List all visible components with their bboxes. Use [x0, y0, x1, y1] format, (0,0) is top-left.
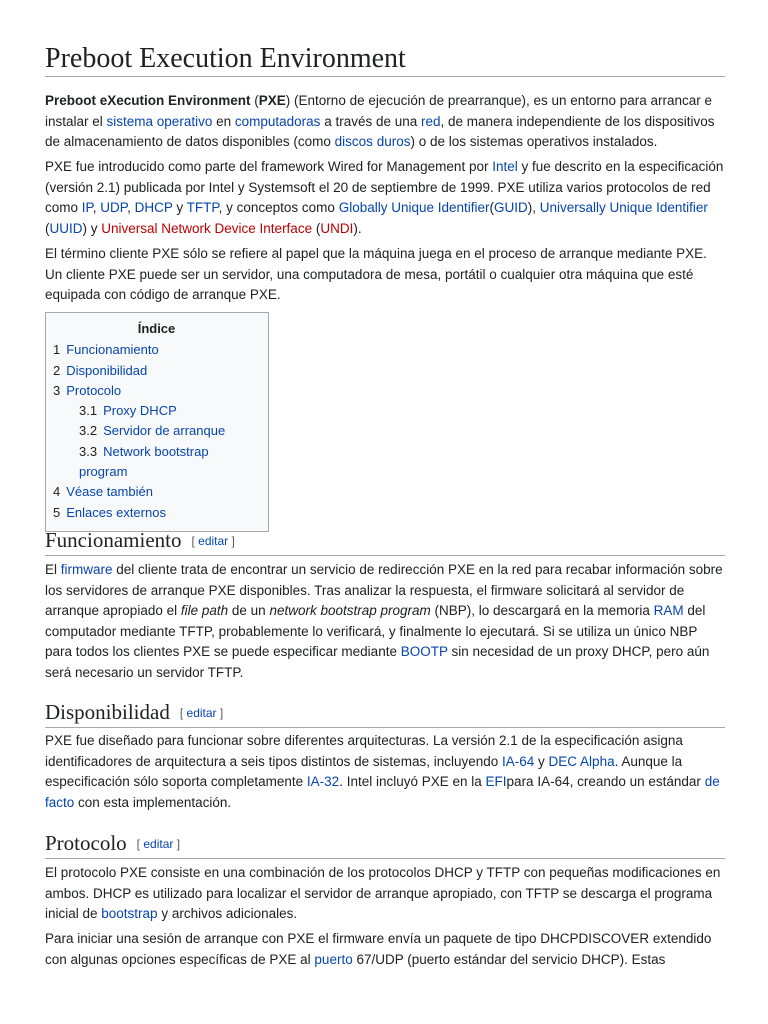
text-run: de un [228, 603, 270, 618]
article-link[interactable]: Globally Unique Identifier [338, 200, 490, 215]
bold-text: Preboot eXecution Environment [45, 93, 251, 108]
article-link[interactable]: de facto [45, 774, 720, 810]
text-run: , de manera independiente de los dispositivos de almacenamiento de datos disponibles (como [45, 113, 715, 149]
toc-item-number: 2 [53, 362, 61, 378]
text-run: Para iniciar una sesión de arranque con PXE el firmware envía un paquete de tipo DHCPDISCOVER extendido con algunas opciones específicas de PXE al [45, 931, 712, 967]
article-link[interactable]: EFI [485, 774, 507, 789]
article-link[interactable]: bootstrap [101, 906, 158, 921]
text-run: ) o de los sistemas operativos instalados. [410, 134, 658, 149]
text-run: sin necesidad de un proxy DHCP, pero aún será necesario un servidor TFTP. [45, 644, 710, 680]
intro-paragraph-1 [45, 91, 725, 153]
toc-item-link[interactable]: Funcionamiento [66, 342, 159, 358]
text-run: y [534, 753, 549, 769]
text-run: y archivos adicionales. [157, 906, 298, 921]
toc-item-number: 3.3 [79, 443, 98, 459]
article-link[interactable]: IP [81, 200, 93, 215]
article-link[interactable]: computadoras [234, 113, 321, 129]
edit-link-disponibilidad[interactable]: editar [186, 706, 217, 720]
toc-item-link[interactable]: Proxy DHCP [103, 403, 177, 419]
toc-item-number: 4 [53, 484, 61, 500]
toc-item-link[interactable]: Enlaces externos [66, 504, 166, 520]
text-run: ( [489, 200, 495, 215]
article-link[interactable]: RAM [653, 603, 684, 618]
edit-link-protocolo[interactable]: editar [143, 837, 174, 851]
article-link[interactable]: GUID [494, 200, 528, 215]
heading-protocolo [45, 830, 725, 859]
toc-item-link[interactable]: Protocolo [66, 382, 122, 398]
edit-section-disponibilidad: [ editar ] [179, 706, 224, 720]
toc-item [53, 482, 260, 502]
protocolo-paragraph-1 [45, 863, 725, 925]
bold-text: PXE [258, 93, 286, 108]
toc-item-link[interactable]: Disponibilidad [66, 362, 148, 378]
toc-item [53, 421, 260, 441]
toc-item [53, 503, 260, 523]
article-link[interactable]: UDP [100, 200, 128, 215]
toc-list [53, 340, 260, 523]
heading-protocolo-text: Protocolo [45, 831, 127, 855]
text-run: ). [353, 220, 362, 236]
text-run: ( [45, 220, 50, 236]
italic-text: file path [180, 603, 229, 618]
funcionamiento-paragraph [45, 560, 725, 683]
article-link[interactable]: Universally Unique Identifier [539, 200, 708, 215]
edit-section-protocolo: [ editar ] [136, 837, 181, 851]
text-run: . Intel incluyó PXE en la [339, 774, 486, 789]
article-link[interactable]: IA-64 [502, 753, 535, 769]
text-run: PXE fue diseñado para funcionar sobre diferentes arquitecturas. La versión 2.1 de la especificación asigna identificadores de arquitectura a seis tipos distintos de sistemas, incluyendo [45, 733, 683, 769]
toc-item-link[interactable]: Network bootstrap program [79, 443, 209, 480]
text-run: a través de una [320, 113, 422, 129]
table-of-contents [45, 312, 269, 532]
article-link[interactable]: IA-32 [306, 774, 340, 789]
text-run: , y conceptos como [218, 200, 339, 215]
article-content [45, 0, 725, 967]
toc-item-number: 5 [53, 504, 61, 520]
text-run: del cliente trata de encontrar un servicio de redirección PXE en la red para recabar información sobre los servidores de arranque PXE disponibles. Tras analizar la respuesta, el firmware solicitará al servidor de arranque apropiado el [45, 562, 723, 618]
text-run: en [212, 113, 235, 129]
toc-item-link[interactable]: Véase también [66, 484, 153, 500]
article-link[interactable]: BOOTP [400, 644, 448, 659]
text-run: PXE fue introducido como parte del framework Wired for Management por [45, 159, 493, 174]
text-run: , [127, 200, 135, 215]
text-run: con esta implementación. [74, 794, 232, 810]
article-link[interactable]: sistema operativo [106, 113, 213, 129]
toc-item-number: 3 [53, 382, 61, 398]
toc-item [53, 340, 260, 360]
text-run: ) y [82, 220, 102, 236]
toc-item-number: 3.2 [79, 423, 98, 439]
article-link[interactable]: DHCP [134, 200, 173, 215]
disponibilidad-paragraph [45, 731, 725, 813]
heading-funcionamiento-text: Funcionamiento [45, 528, 182, 552]
page-title: Preboot Execution Environment [45, 0, 725, 77]
text-run: ( [250, 93, 259, 108]
text-run: y [172, 200, 187, 215]
text-run: del computador mediante TFTP, probablemente lo verificará, y finalmente lo ejecutará. Si se utiliza un único NBP para todos los clientes PXE se puede especificar mediante [45, 603, 706, 659]
text-run: 67/UDP (puerto estándar del servicio DHCP). Estas [352, 951, 666, 967]
article-link[interactable]: DEC Alpha [548, 753, 615, 769]
text-run: (NBP), lo descargará en la memoria [430, 603, 654, 618]
text-run: El protocolo PXE consiste en una combinación de los protocolos DHCP y TFTP con pequeñas modificaciones en ambos. DHCP es utilizado para localizar el servidor de arranque apropiado, con TFTP se descarga el programa inicial de [45, 865, 721, 921]
article-link[interactable]: discos duros [334, 134, 411, 149]
article-link[interactable]: TFTP [186, 200, 219, 215]
text-run: El término cliente PXE sólo se refiere al papel que la máquina juega en el proceso de arranque mediante PXE. Un cliente PXE puede ser un servidor, una computadora de mesa, portátil o cualquier otra máquina que esté equipada con código de arranque PXE. [45, 246, 707, 302]
article-link[interactable]: red [421, 113, 441, 129]
text-run: para IA-64, creando un estándar [506, 774, 705, 789]
toc-item-link[interactable]: Servidor de arranque [103, 423, 226, 439]
intro-paragraph-3 [45, 244, 725, 306]
protocolo-paragraph-2 [45, 929, 725, 970]
toc-item [53, 381, 260, 401]
text-run: ) (Entorno de ejecución de prearranque), es un entorno para arrancar e instalar el [45, 93, 713, 129]
toc-item [53, 401, 260, 421]
heading-disponibilidad-text: Disponibilidad [45, 700, 170, 724]
toc-title: Índice [137, 321, 176, 336]
heading-funcionamiento [45, 527, 725, 556]
text-run: ), [527, 200, 540, 215]
article-link[interactable]: firmware [60, 562, 113, 577]
text-run: El [45, 562, 61, 577]
toc-item-number: 3.1 [79, 403, 98, 419]
toc-item [53, 442, 260, 483]
intro-paragraph-2 [45, 157, 725, 239]
italic-text: network bootstrap program [269, 603, 431, 618]
heading-disponibilidad [45, 699, 725, 728]
article-link[interactable]: UNDI [320, 220, 354, 236]
toc-item [53, 361, 260, 381]
article-link[interactable]: UUID [49, 220, 83, 236]
article-link[interactable]: puerto [314, 951, 353, 967]
text-run: ( [312, 220, 321, 236]
text-run: y fue descrito en la especificación (versión 2.1) publicada por Intel y Systemsoft el 20 de septiembre de 1999. PXE utiliza varios protocolos de red como [45, 159, 724, 215]
edit-section-funcionamiento: [ editar ] [191, 534, 235, 548]
text-run: , [92, 200, 101, 215]
article-link[interactable]: Universal Network Device Interface [101, 220, 313, 236]
toc-item-number: 1 [53, 342, 61, 358]
text-run: . Aunque la especificación sólo soporta completamente [45, 753, 683, 789]
article-link[interactable]: Intel [492, 159, 518, 174]
edit-link-funcionamiento[interactable]: editar [198, 534, 229, 548]
